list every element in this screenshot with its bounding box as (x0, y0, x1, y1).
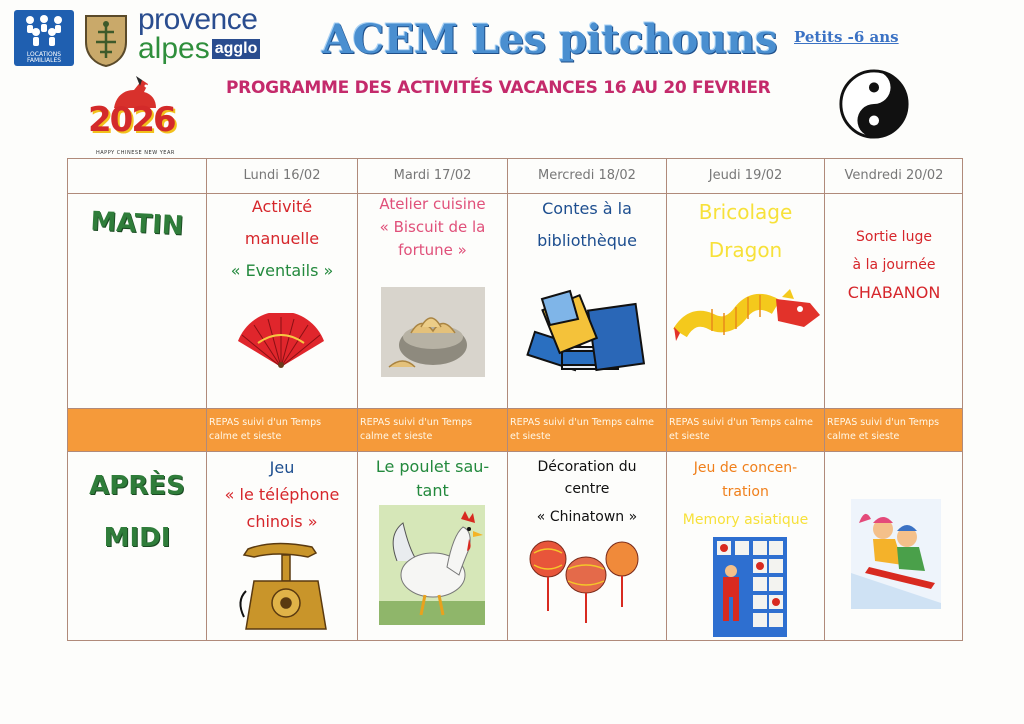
morning-lundi-activity: Activité manuelle « Eventails » (230, 197, 334, 280)
day-header-vendredi: Vendredi 20/02 (844, 168, 944, 183)
provence-wordmark: provence (138, 3, 258, 36)
afternoon-lundi-activity: Jeu « le téléphone chinois » (224, 458, 340, 531)
afternoon-mercredi-activity: Décoration du centre « Chinatown » (536, 459, 638, 525)
page-subtitle: PROGRAMME DES ACTIVITÉS VACANCES 16 AU 20 FEVRIER (226, 78, 771, 98)
books-icon (522, 289, 648, 385)
telephone-icon (234, 541, 334, 637)
age-group-label: Petits -6 ans (794, 28, 899, 46)
day-header-mardi: Mardi 17/02 (393, 168, 472, 183)
day-header-jeudi: Jeudi 19/02 (708, 168, 783, 183)
caf-line-2: FAMILIALES (26, 57, 62, 64)
day-header-lundi: Lundi 16/02 (243, 168, 321, 183)
period-morning: MATIN (89, 206, 185, 242)
afternoon-jeudi-activity: Jeu de concen- tration Memory asiatique (682, 460, 809, 528)
family-figures-icon (22, 14, 66, 50)
agglo-badge: agglo (212, 39, 261, 59)
coat-of-arms-icon (82, 12, 130, 68)
repas-jeudi: REPAS suivi d'un Temps calme et sieste (669, 417, 813, 442)
fortune-cookie-icon (381, 287, 485, 377)
morning-mardi-activity: Atelier cuisine « Biscuit de la fortune » (379, 195, 486, 259)
dragon-icon (672, 287, 822, 347)
caf-logo (14, 10, 74, 66)
repas-lundi: REPAS suivi d'un Temps calme et sieste (209, 417, 322, 442)
alpes-wordmark: alpes (138, 32, 210, 65)
repas-mardi: REPAS suivi d'un Temps calme et sieste (360, 417, 473, 442)
chinese-new-year-badge (86, 74, 190, 160)
memory-game-icon (713, 537, 787, 637)
new-year-caption: HAPPY CHINESE NEW YEAR (96, 150, 175, 156)
page-title: ACEM Les pitchouns (322, 16, 778, 63)
period-afternoon-line1: APRÈS (89, 471, 185, 501)
repas-mercredi: REPAS suivi d'un Temps calme et sieste (510, 417, 654, 442)
morning-vendredi-activity: Sortie luge à la journée CHABANON (847, 229, 941, 302)
alpes-agglo-wordmark (138, 32, 260, 65)
rooster-icon (379, 505, 485, 625)
new-year-number: 2026 (88, 100, 175, 140)
day-header-mercredi: Mercredi 18/02 (538, 168, 636, 183)
lanterns-icon (526, 537, 644, 629)
repas-vendredi: REPAS suivi d'un Temps calme et sieste (827, 417, 940, 442)
period-afternoon-line2: MIDI (103, 523, 171, 553)
activity-schedule-table (67, 158, 963, 641)
morning-mercredi-activity: Contes à la bibliothèque (537, 199, 637, 250)
sledding-kids-icon (851, 499, 941, 609)
caf-line-1: LOCATIONS (26, 51, 62, 58)
yin-yang-icon (838, 68, 910, 140)
afternoon-mardi-activity: Le poulet sau- tant (375, 457, 490, 500)
morning-jeudi-activity: Bricolage Dragon (698, 200, 793, 262)
fan-icon (236, 313, 326, 369)
